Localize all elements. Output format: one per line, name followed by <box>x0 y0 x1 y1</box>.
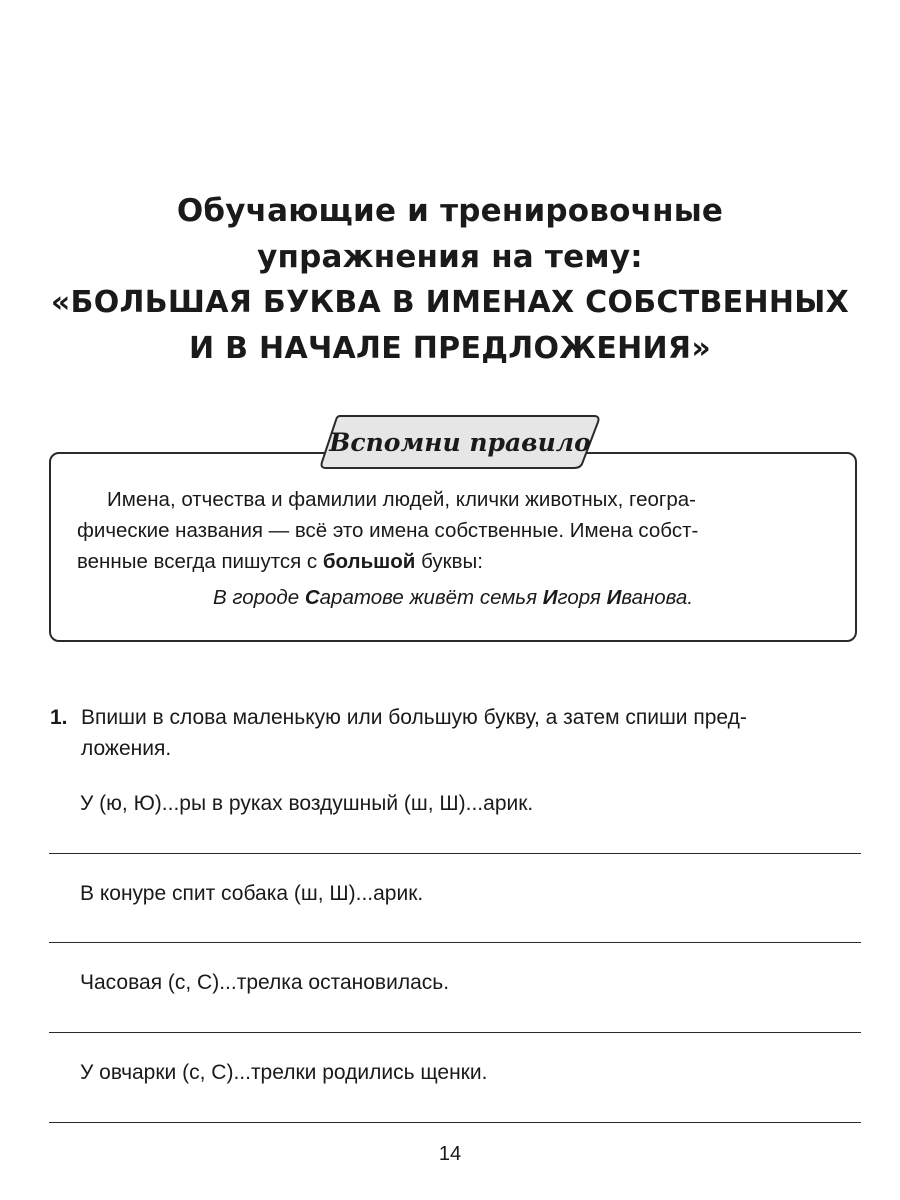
example-bold-1: С <box>304 586 320 609</box>
exercise-sentence-3: Часовая (с, С)...трелка остановилась. <box>80 971 450 994</box>
rule-text-line-3-post: буквы: <box>415 550 483 573</box>
title-line-4: И В НАЧАЛЕ ПРЕДЛОЖЕНИЯ» <box>188 331 712 366</box>
title-line-2: упражнения на тему: <box>257 239 643 275</box>
exercise-sentence-4: У овчарки (с, С)...трелки родились щенки. <box>80 1061 488 1084</box>
rule-tab <box>318 412 602 472</box>
example-part-4: ванова. <box>621 586 694 609</box>
example-part-3: горя <box>557 586 607 609</box>
answer-line-4[interactable] <box>49 1122 861 1123</box>
rule-text <box>77 484 837 577</box>
rule-text-bold-word: большой <box>322 550 416 573</box>
task-number: 1. <box>50 706 68 729</box>
rule-text-line-2: фические названия — всё это имена собственные. Имена собст- <box>77 519 699 542</box>
example-bold-2: И <box>542 586 558 609</box>
rule-tab-label: Вспомни правило <box>329 427 591 457</box>
exercise-sentence-2: В конуре спит собака (ш, Ш)...арик. <box>80 882 424 905</box>
task-instruction <box>81 702 861 764</box>
rule-text-line-1: Имена, отчества и фамилии людей, клички животных, геогра- <box>107 488 696 511</box>
page-title <box>0 188 900 372</box>
task-instruction-line-1: Впиши в слова маленькую или большую букву, а затем спиши пред- <box>81 706 747 729</box>
rule-example <box>49 586 857 610</box>
rule-text-line-3 <box>77 546 837 577</box>
answer-line-1[interactable] <box>49 853 861 854</box>
rule-text-line-3-pre: венные всегда пишутся с <box>77 550 323 573</box>
exercise-sentence-1: У (ю, Ю)...ры в руках воздушный (ш, Ш)...арик. <box>80 792 534 815</box>
example-bold-3: И <box>606 586 622 609</box>
task-instruction-line-2: ложения. <box>81 737 172 760</box>
example-part-2: аратове живёт семья <box>319 586 543 609</box>
title-line-3: «БОЛЬШАЯ БУКВА В ИМЕНАХ СОБСТВЕННЫХ <box>50 285 850 320</box>
page-number: 14 <box>438 1143 462 1165</box>
title-line-1: Обучающие и тренировочные <box>176 193 724 229</box>
example-part-1: В городе <box>212 586 305 609</box>
answer-line-2[interactable] <box>49 942 861 943</box>
answer-line-3[interactable] <box>49 1032 861 1033</box>
